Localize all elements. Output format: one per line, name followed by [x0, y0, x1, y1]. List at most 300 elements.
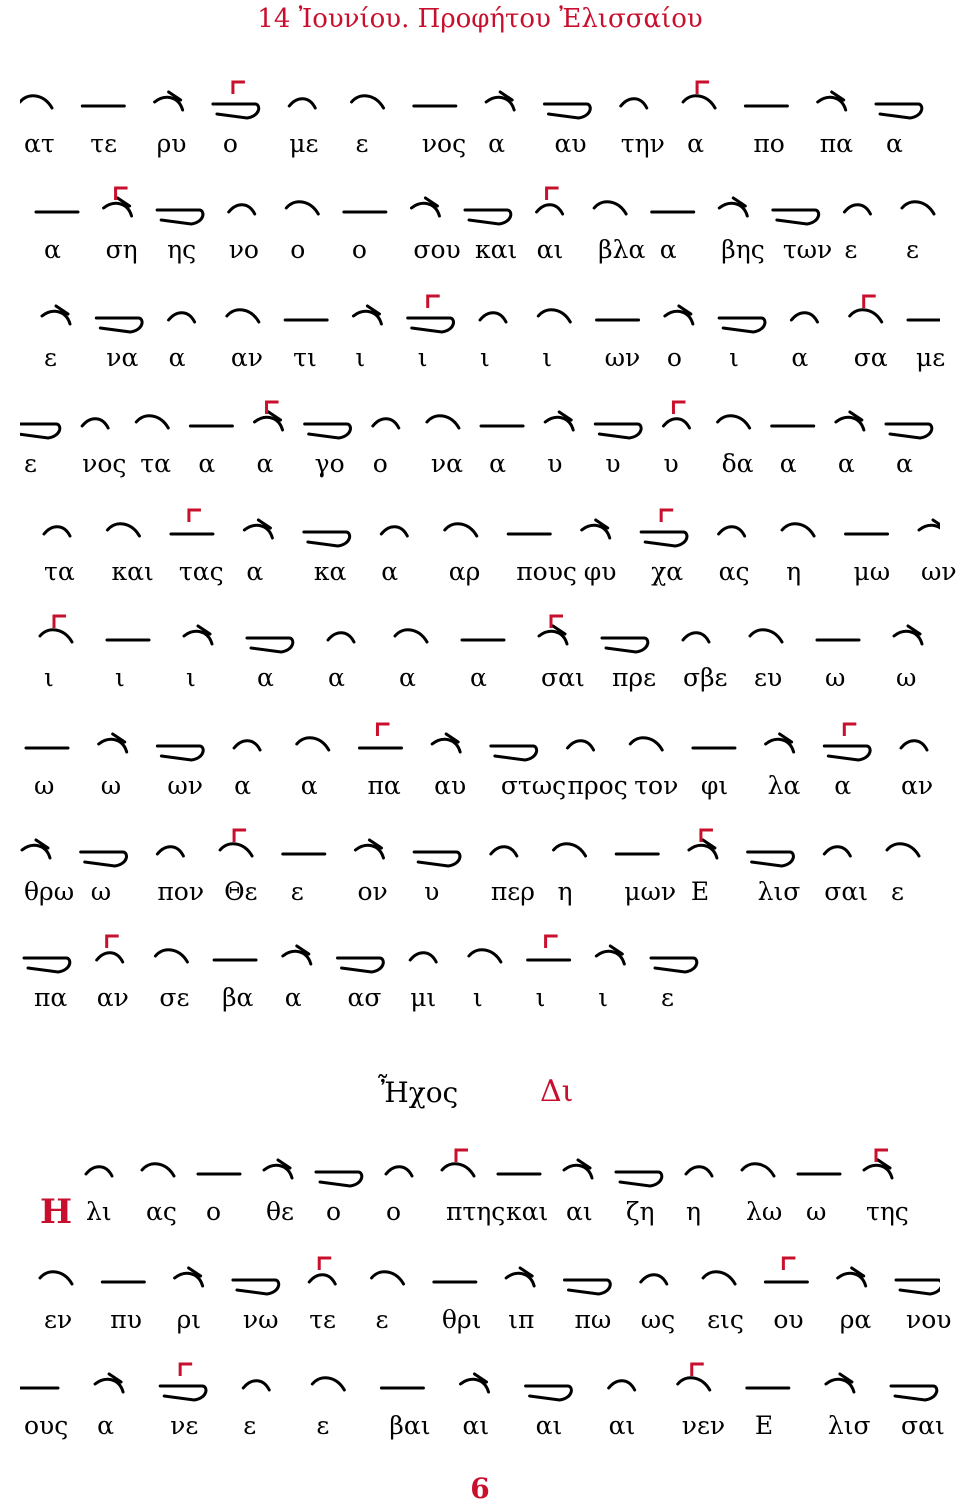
neume — [243, 1381, 269, 1390]
neume — [469, 950, 501, 962]
syllable: ου — [773, 1305, 804, 1334]
syllable: ε — [906, 235, 919, 264]
syllable: νεν — [681, 1411, 726, 1440]
neume — [838, 1268, 866, 1286]
neume — [594, 202, 626, 214]
neume — [184, 626, 212, 644]
neume — [748, 852, 794, 866]
neume — [641, 510, 687, 546]
syllable: και — [506, 1197, 549, 1226]
neume — [630, 738, 662, 750]
syllable: α — [687, 129, 704, 158]
neume — [651, 958, 697, 972]
neume — [175, 1268, 203, 1286]
syllable: α — [896, 449, 913, 478]
syllable: α — [256, 449, 274, 478]
neume — [82, 419, 108, 428]
syllable: νο — [228, 235, 259, 264]
syllable: σαι — [824, 877, 869, 906]
staff-line — [20, 926, 940, 1030]
syllable: περ — [490, 877, 535, 906]
syllable: ιπ — [508, 1305, 535, 1334]
neume — [40, 616, 72, 642]
syllable: ων — [921, 557, 957, 586]
neume-row — [20, 392, 940, 448]
syllable: ε — [24, 449, 37, 478]
neume-row — [20, 1140, 940, 1196]
neume — [718, 416, 750, 428]
neume — [432, 734, 460, 752]
syllable: σου — [413, 235, 461, 264]
syllable: ως — [640, 1305, 676, 1334]
syllable: α — [886, 129, 903, 158]
syllable: σαι — [541, 663, 585, 692]
staff-line — [20, 1354, 945, 1458]
syllable: πω — [574, 1305, 612, 1334]
syllable: τα — [140, 449, 171, 478]
syllable: ατ — [24, 129, 55, 158]
neume — [864, 1150, 892, 1178]
neume — [373, 419, 399, 428]
syllable: υ — [424, 877, 440, 906]
neume — [395, 630, 427, 642]
mode-signature — [0, 1068, 960, 1124]
neume — [506, 1268, 534, 1286]
neume — [641, 1275, 667, 1284]
syllable: πρε — [612, 663, 657, 692]
neume-row — [20, 926, 940, 982]
neume — [850, 296, 882, 322]
syllable: αυ — [554, 129, 587, 158]
neume — [283, 946, 311, 964]
syllable: α — [381, 557, 399, 586]
neume — [44, 527, 70, 536]
neume — [309, 1258, 335, 1284]
syllable: ω — [806, 1197, 827, 1226]
syllable: ους — [24, 1411, 69, 1440]
syllable: ι — [355, 343, 366, 372]
drop-initial: Η — [40, 1192, 73, 1232]
syllable: πτης — [446, 1197, 506, 1226]
syllable: τι — [293, 343, 317, 372]
neume — [353, 306, 381, 324]
syllable: εν — [44, 1305, 73, 1334]
syllable: ρι — [176, 1305, 202, 1334]
neume — [683, 82, 715, 108]
syllable: βα — [222, 983, 254, 1012]
neume — [539, 616, 567, 644]
syllable: φι — [700, 771, 729, 800]
page-header — [0, 0, 960, 40]
syllable: τον — [634, 771, 679, 800]
syllable: α — [470, 663, 487, 692]
neume — [609, 1381, 635, 1390]
syllable: νος — [421, 129, 467, 158]
neume — [20, 424, 60, 438]
syllable: α — [791, 343, 809, 372]
syllable: ων — [604, 343, 641, 372]
syllable: αν — [901, 771, 934, 800]
neume — [683, 633, 709, 642]
neume — [22, 840, 50, 858]
staff-line — [20, 1140, 940, 1244]
neume-row — [20, 1248, 940, 1304]
neume — [486, 92, 514, 110]
neume — [42, 306, 70, 324]
syllable: ευ — [754, 663, 783, 692]
neume — [538, 310, 570, 322]
neume — [427, 416, 459, 428]
syllable: νε — [170, 1411, 199, 1440]
syllable-row — [20, 1196, 940, 1232]
syllable: α — [489, 449, 506, 478]
neume — [902, 202, 934, 214]
syllable: ω — [825, 663, 846, 692]
neume — [896, 1280, 940, 1294]
syllable: ο — [222, 129, 238, 158]
neume — [381, 527, 407, 536]
syllable: ι — [417, 343, 428, 372]
syllable: Ε — [690, 877, 710, 906]
syllable: ης — [167, 235, 197, 264]
syllable: αρ — [448, 557, 481, 586]
neume — [765, 1258, 807, 1282]
neume — [95, 1374, 123, 1392]
syllable: ζη — [626, 1197, 655, 1226]
neume — [220, 830, 252, 856]
echos-label: Ἦχος — [378, 1076, 459, 1109]
neume — [20, 96, 52, 108]
neume — [491, 847, 517, 856]
neume — [442, 1150, 474, 1176]
neume — [155, 950, 187, 962]
neume — [678, 1364, 710, 1390]
syllable-row — [20, 1304, 952, 1340]
syllable: ε — [891, 877, 904, 906]
syllable: λισ — [757, 877, 801, 906]
neume-row — [20, 714, 940, 770]
syllable: πα — [367, 771, 401, 800]
syllable: ω — [100, 771, 122, 800]
syllable: υ — [663, 449, 679, 478]
neume — [766, 734, 794, 752]
neume — [528, 936, 570, 960]
syllable: θρι — [441, 1305, 482, 1334]
neume — [773, 210, 819, 224]
syllable: η — [686, 1197, 701, 1226]
syllable: τας — [178, 557, 224, 586]
staff-line — [20, 500, 957, 604]
neume — [901, 741, 927, 750]
neume — [316, 1172, 362, 1186]
syllable: ον — [357, 877, 388, 906]
syllable: ε — [844, 235, 858, 264]
neume-row — [20, 1354, 940, 1410]
syllable: υ — [605, 449, 621, 478]
syllable: ρα — [839, 1305, 872, 1334]
neume — [247, 638, 293, 652]
syllable: ας — [146, 1197, 177, 1226]
neume — [491, 746, 537, 760]
syllable: ο — [351, 235, 367, 264]
neume — [81, 852, 127, 866]
neume — [465, 210, 511, 224]
neume — [782, 524, 814, 536]
syllable: ι — [535, 983, 546, 1012]
neume-row — [20, 286, 940, 342]
neume — [411, 198, 439, 216]
syllable-row — [20, 662, 940, 698]
syllable: Θε — [224, 877, 258, 906]
syllable: ε — [661, 983, 674, 1012]
syllable: αι — [535, 1411, 563, 1440]
neume — [665, 306, 693, 324]
syllable: μων — [624, 877, 677, 906]
syllable: αι — [536, 235, 564, 264]
neume — [689, 830, 717, 858]
syllable: λω — [746, 1197, 783, 1226]
syllable: θρω — [24, 877, 75, 906]
neume — [136, 416, 168, 428]
syllable: α — [168, 343, 186, 372]
neume — [213, 82, 259, 118]
syllable: ι — [729, 343, 739, 372]
syllable: αι — [608, 1411, 636, 1440]
syllable: ε — [355, 129, 369, 158]
syllable: και — [111, 557, 154, 586]
syllable: α — [284, 983, 302, 1012]
syllable: σα — [853, 343, 888, 372]
syllable: ο — [372, 449, 388, 478]
neume — [408, 296, 454, 332]
neume — [461, 1374, 489, 1392]
syllable: ι — [472, 983, 483, 1012]
neume — [352, 96, 384, 108]
syllable: χα — [651, 557, 684, 586]
syllable: αν — [230, 343, 263, 372]
neume — [155, 92, 183, 110]
syllable-row — [20, 234, 940, 270]
neume — [107, 524, 139, 536]
syllable: νος — [82, 449, 127, 478]
page-title: 14 Ἰουνίου. Προφήτου Ἐλισσαίου — [257, 4, 703, 34]
syllable: πους — [516, 557, 577, 586]
neume — [359, 724, 401, 748]
syllable: ο — [326, 1197, 342, 1226]
syllable: την — [620, 129, 665, 158]
syllable: ο — [386, 1197, 402, 1226]
neume — [160, 1364, 206, 1400]
syllable: πον — [157, 877, 205, 906]
neume — [824, 847, 850, 856]
syllable: σβε — [683, 663, 728, 692]
syllable: α — [328, 663, 345, 692]
neume — [844, 205, 870, 214]
syllable-row — [20, 982, 940, 1018]
syllable: και — [475, 235, 518, 264]
syllable: α — [246, 557, 264, 586]
neume — [836, 412, 864, 430]
syllable-row — [20, 448, 940, 484]
neume — [719, 198, 747, 216]
neume — [305, 424, 351, 438]
syllable: ση — [105, 235, 138, 264]
syllable: θε — [266, 1197, 295, 1226]
neume — [264, 1160, 292, 1178]
syllable: τε — [309, 1305, 337, 1334]
syllable: νου — [906, 1305, 952, 1334]
syllable: ρυ — [156, 129, 187, 158]
syllable: α — [779, 449, 797, 478]
neume — [355, 840, 383, 858]
syllable: πα — [34, 983, 68, 1012]
syllable: φυ — [583, 557, 617, 586]
syllable-row — [20, 876, 940, 912]
neume — [545, 412, 573, 430]
neume — [595, 424, 641, 438]
syllable: υ — [547, 449, 563, 478]
neume — [544, 104, 590, 118]
neume — [286, 202, 318, 214]
staff-line — [20, 606, 940, 710]
syllable: νω — [242, 1305, 279, 1334]
syllable: ε — [375, 1305, 389, 1334]
syllable: α — [488, 129, 506, 158]
neume — [554, 844, 586, 856]
neume — [96, 318, 142, 332]
neume — [886, 424, 932, 438]
neume-row — [20, 820, 940, 876]
neume — [891, 1386, 937, 1400]
neume — [568, 741, 594, 750]
syllable: α — [834, 771, 852, 800]
syllable: ο — [206, 1197, 222, 1226]
syllable: α — [837, 449, 855, 478]
neume — [686, 1167, 712, 1176]
neume — [410, 953, 436, 962]
neume — [297, 738, 329, 750]
neume — [742, 1164, 774, 1176]
staff-line — [20, 1248, 952, 1352]
neume — [304, 532, 350, 546]
syllable: αν — [96, 983, 129, 1012]
syllable: ω — [34, 771, 55, 800]
syllable: ι — [480, 343, 490, 372]
syllable: ι — [44, 663, 54, 692]
syllable: ε — [290, 877, 304, 906]
neume — [703, 1272, 735, 1284]
neume — [255, 402, 283, 430]
neume — [40, 1272, 72, 1284]
neume-row — [20, 500, 940, 556]
syllable: ι — [598, 983, 609, 1012]
syllable: σαι — [901, 1411, 945, 1440]
syllable: λα — [767, 771, 801, 800]
neume-row — [20, 606, 940, 662]
neume — [480, 313, 506, 322]
syllable-row — [20, 770, 940, 806]
neume — [719, 318, 765, 332]
syllable: δα — [721, 449, 754, 478]
neume — [894, 626, 922, 644]
neume — [372, 1272, 404, 1284]
syllable: γο — [314, 449, 345, 478]
neume — [86, 1167, 112, 1176]
staff-line — [20, 392, 940, 496]
syllable: η — [786, 557, 802, 586]
neume — [171, 510, 213, 534]
neume — [157, 746, 203, 760]
syllable: ι — [186, 663, 196, 692]
syllable: α — [399, 663, 416, 692]
syllable-row — [20, 556, 957, 592]
syllable: αι — [462, 1411, 490, 1440]
neume — [616, 1172, 662, 1186]
syllable: της — [866, 1197, 909, 1226]
neume — [97, 936, 123, 962]
neume — [312, 1378, 344, 1390]
neume — [876, 104, 922, 118]
syllable: εις — [707, 1305, 744, 1334]
neume — [526, 1386, 572, 1400]
syllable: ε — [243, 1411, 257, 1440]
neume-row — [20, 72, 940, 128]
syllable: ι — [115, 663, 125, 692]
neume — [328, 633, 354, 642]
syllable: α — [198, 449, 216, 478]
syllable: να — [106, 343, 139, 372]
neume — [24, 958, 70, 972]
syllable: ων — [167, 771, 203, 800]
neume — [289, 99, 315, 108]
syllable: να — [430, 449, 464, 478]
neume — [386, 1167, 412, 1176]
syllable: βαι — [389, 1411, 431, 1440]
staff-line — [20, 714, 940, 818]
syllable: τε — [90, 129, 118, 158]
syllable: προς — [567, 771, 628, 800]
syllable: η — [557, 877, 573, 906]
syllable: λισ — [827, 1411, 871, 1440]
syllable: μι — [410, 983, 437, 1012]
syllable: α — [97, 1411, 114, 1440]
syllable: στως — [500, 771, 567, 800]
neume — [99, 734, 127, 752]
staff-line — [20, 820, 940, 924]
syllable: βης — [721, 235, 765, 264]
neume — [791, 313, 817, 322]
neume — [169, 313, 195, 322]
staff-line — [20, 178, 940, 282]
syllable: αυ — [434, 771, 467, 800]
neume — [719, 527, 745, 536]
neume — [414, 852, 460, 866]
neume-row — [20, 178, 940, 234]
mode-symbol: Δι — [540, 1074, 574, 1109]
neume — [826, 1374, 854, 1392]
syllable: τα — [44, 557, 75, 586]
syllable: ε — [316, 1411, 330, 1440]
syllable: πυ — [110, 1305, 142, 1334]
neume — [157, 847, 183, 856]
neume — [663, 402, 689, 428]
syllable: ι — [542, 343, 553, 372]
syllable: μω — [853, 557, 891, 586]
neume — [338, 958, 384, 972]
syllable: των — [782, 235, 833, 264]
neume — [564, 1160, 592, 1178]
syllable: πα — [819, 129, 854, 158]
